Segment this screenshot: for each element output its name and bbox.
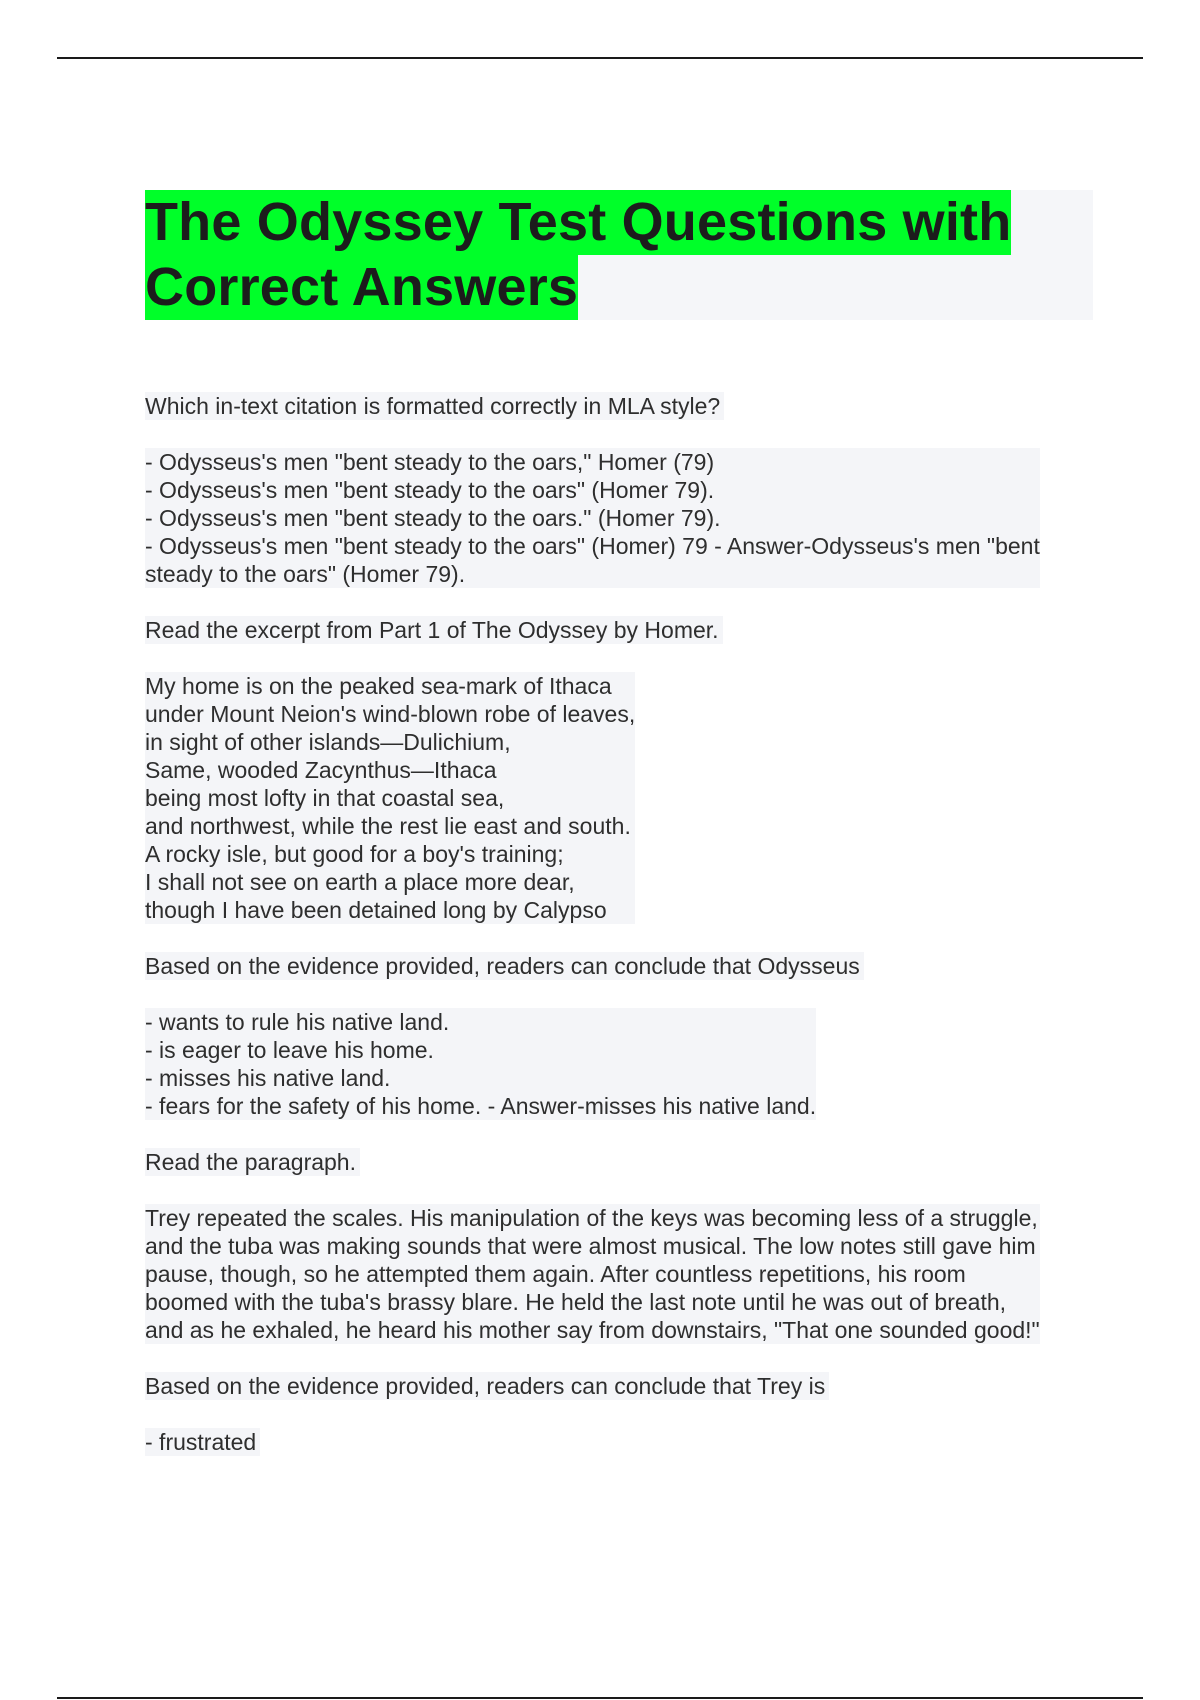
q2-answer-line: - fears for the safety of his home. - Answer-misses his native land.: [145, 1093, 817, 1119]
question-2-prompt: [145, 952, 1095, 980]
q3-prompt-text: Based on the evidence provided, readers can conclude that Trey is: [145, 1372, 829, 1400]
q2-option-line: - wants to rule his native land.: [145, 1009, 450, 1035]
title-line-2: Correct Answers: [145, 255, 578, 320]
question-2-excerpt: [145, 672, 1095, 924]
paragraph-line: Trey repeated the scales. His manipulation of the keys was becoming less of a struggle,: [145, 1205, 1038, 1231]
q1-option-line: - Odysseus's men "bent steady to the oars," Homer (79): [145, 449, 715, 475]
q3-intro-text: Read the paragraph.: [145, 1148, 360, 1176]
paragraph-line: and the tuba was making sounds that were almost musical. The low notes still gave him: [145, 1233, 1036, 1259]
document-body: [145, 392, 1095, 1484]
q2-intro-text: Read the excerpt from Part 1 of The Odyssey by Homer.: [145, 616, 723, 644]
question-1-prompt: [145, 392, 1095, 420]
question-1-options: [145, 448, 1095, 588]
paragraph-line: boomed with the tuba's brassy blare. He held the last note until he was out of breath,: [145, 1289, 1007, 1315]
q3-option-line: - frustrated: [145, 1428, 260, 1456]
question-3-paragraph: [145, 1204, 1095, 1344]
excerpt-line: in sight of other islands—Dulichium,: [145, 729, 511, 755]
question-3-options: [145, 1428, 1095, 1456]
q1-prompt-text: Which in-text citation is formatted correctly in MLA style?: [145, 392, 724, 420]
question-2-intro: [145, 616, 1095, 644]
q1-answer-line: steady to the oars" (Homer 79).: [145, 561, 466, 587]
excerpt-line: Same, wooded Zacynthus—Ithaca: [145, 757, 497, 783]
excerpt-line: being most lofty in that coastal sea,: [145, 785, 505, 811]
q1-option-line: - Odysseus's men "bent steady to the oars" (Homer 79).: [145, 477, 715, 503]
question-3-prompt: [145, 1372, 1095, 1400]
paragraph-line: and as he exhaled, he heard his mother say from downstairs, "That one sounded good!": [145, 1317, 1040, 1343]
document-title: [145, 190, 1093, 320]
q2-option-line: - misses his native land.: [145, 1065, 391, 1091]
question-2-options: [145, 1008, 1095, 1120]
excerpt-line: though I have been detained long by Calypso: [145, 897, 607, 923]
bottom-rule: [57, 1697, 1143, 1699]
q2-option-line: - is eager to leave his home.: [145, 1037, 434, 1063]
q1-option-line: - Odysseus's men "bent steady to the oars" (Homer) 79 - Answer-Odysseus's men "bent: [145, 533, 1040, 559]
q1-option-line: - Odysseus's men "bent steady to the oars." (Homer 79).: [145, 505, 721, 531]
top-rule: [57, 57, 1143, 59]
paragraph-line: pause, though, so he attempted them again. After countless repetitions, his room: [145, 1261, 966, 1287]
excerpt-line: under Mount Neion's wind-blown robe of leaves,: [145, 701, 636, 727]
excerpt-line: and northwest, while the rest lie east and south.: [145, 813, 631, 839]
excerpt-line: A rocky isle, but good for a boy's training;: [145, 841, 564, 867]
q2-prompt-text: Based on the evidence provided, readers can conclude that Odysseus: [145, 952, 864, 980]
excerpt-line: I shall not see on earth a place more dear,: [145, 869, 575, 895]
title-line-1: The Odyssey Test Questions with: [145, 190, 1011, 255]
question-3-intro: [145, 1148, 1095, 1176]
excerpt-line: My home is on the peaked sea-mark of Ithaca: [145, 673, 612, 699]
